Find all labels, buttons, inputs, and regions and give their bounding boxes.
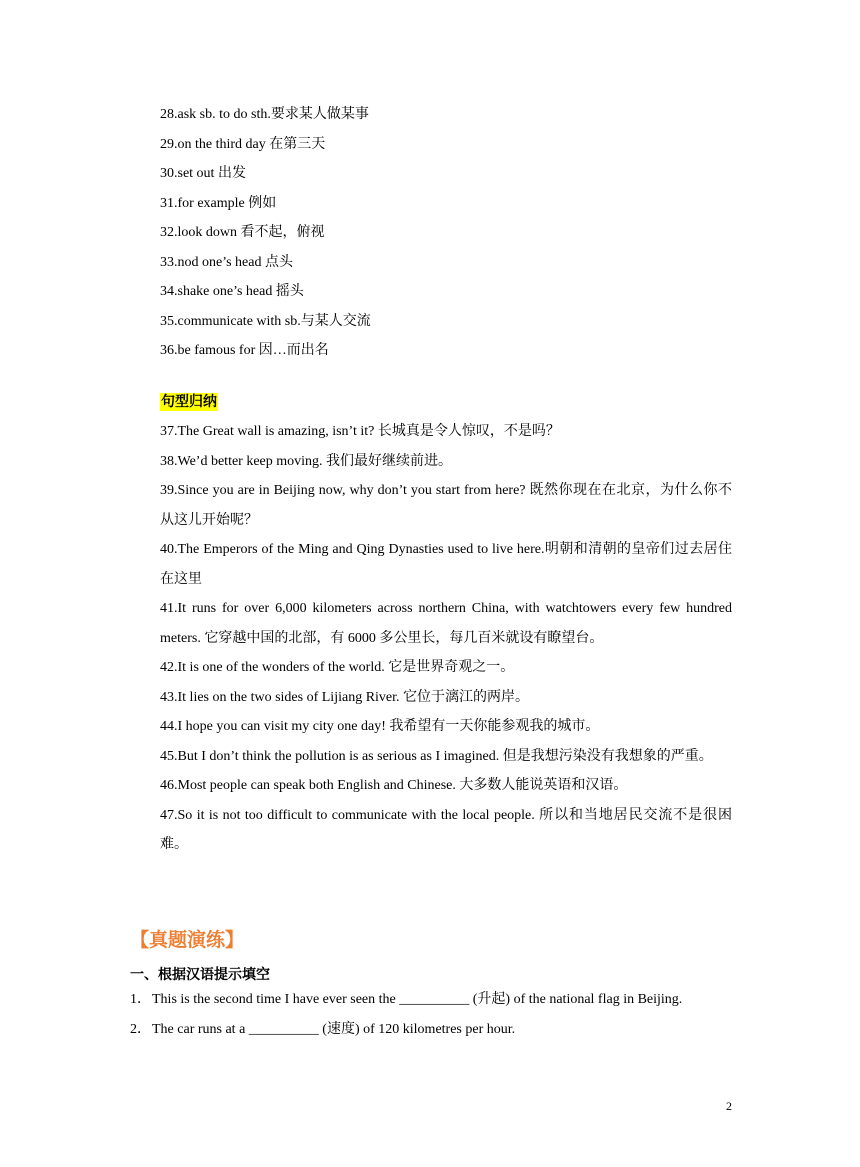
phrase-item: 28.ask sb. to do sth.要求某人做某事 — [160, 107, 369, 122]
question-item — [130, 985, 740, 1015]
sentence-item: 46.Most people can speak both English and Chinese. 大多数人能说英语和汉语。 — [160, 778, 628, 793]
question-item — [130, 1015, 740, 1045]
sentence-heading: 句型归纳 — [161, 393, 217, 410]
question-number: 1． — [130, 992, 151, 1007]
phrase-item: 31.for example 例如 — [160, 195, 277, 211]
exercise-title: 【真题演练】 — [130, 929, 245, 951]
sentence-item: 38.We’d better keep moving. 我们最好继续前进。 — [160, 453, 453, 469]
exercise-section — [130, 925, 740, 1045]
sentence-item: 43.It lies on the two sides of Lijiang River. 它位于漓江的两岸。 — [160, 689, 530, 705]
phrase-item: 33.nod one’s head 点头 — [160, 254, 293, 270]
sentence-heading-row — [160, 388, 732, 418]
phrase-item: 30.set out 出发 — [160, 166, 246, 181]
phrase-item: 32.look down 看不起，俯视 — [160, 225, 325, 240]
sentence-list — [160, 417, 732, 860]
phrase-item: 35.communicate with sb.与某人交流 — [160, 313, 371, 329]
phrase-item: 29.on the third day 在第三天 — [160, 136, 326, 152]
sentence-item: 47.So it is not too difficult to communicate with the local people. 所以和当地居民交流不是很困难。 — [160, 807, 732, 852]
sentence-item: 45.But I don’t think the pollution is as serious as I imagined. 但是我想污染没有我想象的严重。 — [160, 748, 713, 764]
page-number: 2 — [726, 1099, 732, 1113]
main-content — [160, 100, 732, 860]
question-number: 2． — [130, 1022, 151, 1037]
sentence-item: 42.It is one of the wonders of the world. 它是世界奇观之一。 — [160, 660, 515, 675]
phrase-item: 36.be famous for 因…而出名 — [160, 343, 329, 358]
sentence-item: 44.I hope you can visit my city one day! 我希望有一天你能参观我的城市。 — [160, 719, 600, 734]
sentence-item: 39.Since you are in Beijing now, why don’t you start from here? 既然你现在在北京，为什么你不从这儿开始呢？ — [160, 483, 732, 528]
sentence-item: 40.The Emperors of the Ming and Qing Dynasties used to live here.明朝和清朝的皇帝们过去居住在这里 — [160, 542, 732, 587]
phrase-list — [160, 100, 732, 366]
question-text: The car runs at a __________ (速度) of 120 kilometres per hour. — [152, 1022, 516, 1037]
question-text: This is the second time I have ever seen the __________ (升起) of the national flag in Beijing. — [152, 992, 683, 1007]
sentence-item: 37.The Great wall is amazing, isn’t it? 长城真是令人惊叹，不是吗？ — [160, 424, 560, 439]
phrase-item: 34.shake one’s head 摇头 — [160, 284, 304, 299]
exercise-subtitle: 一、根据汉语提示填空 — [130, 967, 270, 983]
sentence-item: 41.It runs for over 6,000 kilometers across northern China, with watchtowers every few hundred meters. 它穿越中国的北部，有 6000 多公里长，每几百米就设有瞭望台。 — [160, 601, 732, 646]
